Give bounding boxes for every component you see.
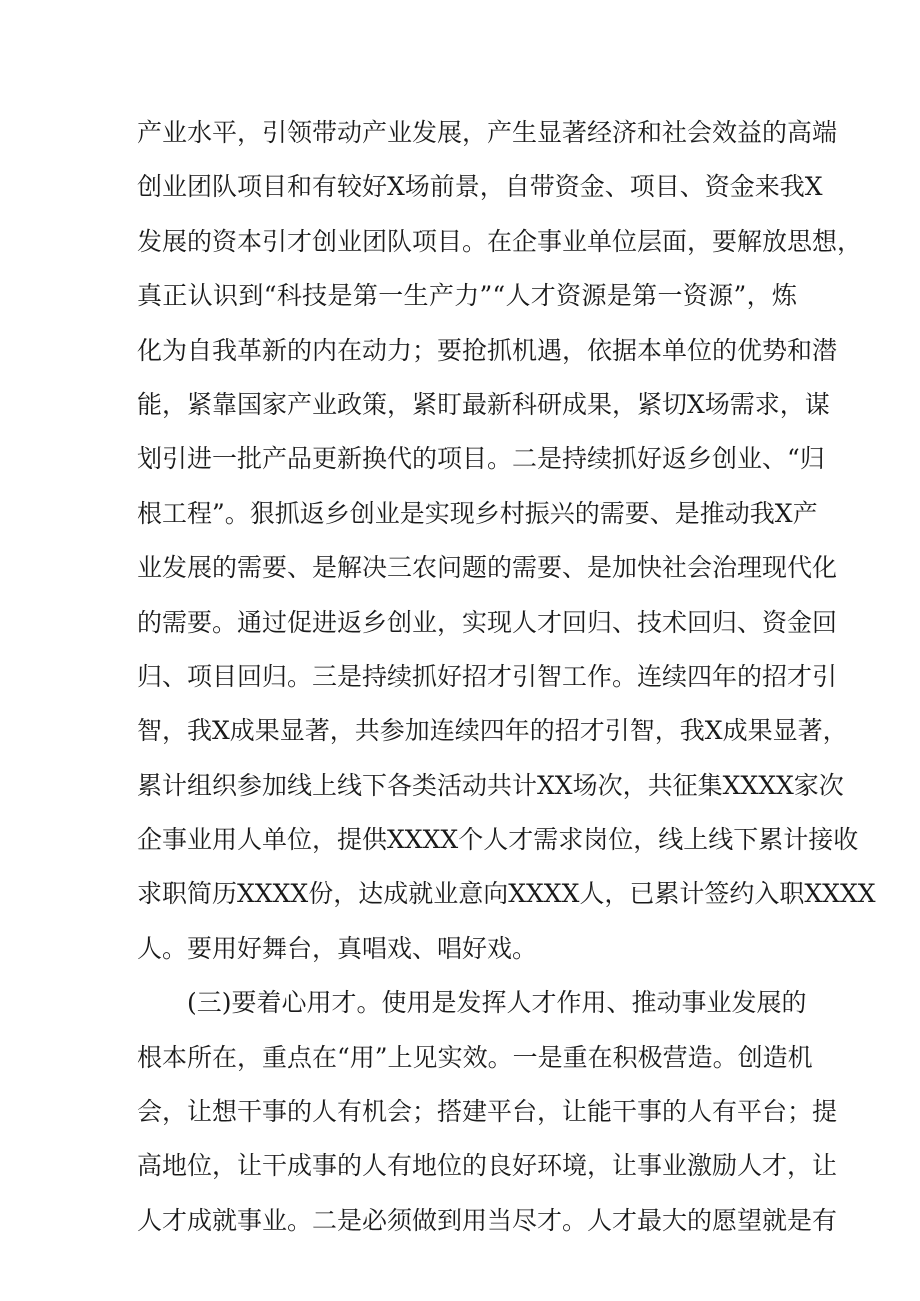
text-line: (三)要着心用才。使用是发挥人才作用、推动事业发展的 — [187, 988, 807, 1018]
text-line: 划引进一批产品更新换代的项目。二是持续抓好返乡创业、“归 — [137, 444, 825, 474]
text-line: 发展的资本引才创业团队项目。在企事业单位层面，要解放思想， — [137, 226, 863, 256]
text-line: 能，紧靠国家产业政策，紧盯最新科研成果，紧切X场需求，谋 — [137, 389, 830, 419]
text-line: 企事业用人单位，提供XXXX个人才需求岗位，线上线下累计接收 — [137, 825, 859, 855]
text-line: 的需要。通过促进返乡创业，实现人才回归、技术回归、资金回 — [137, 607, 838, 637]
text-line: 智，我X成果显著，共参加连续四年的招才引智，我X成果显著， — [137, 716, 848, 746]
text-line: 人。要用好舞台，真唱戏、唱好戏。 — [137, 933, 538, 963]
paragraph-1 — [137, 106, 876, 976]
text-line: 会，让想干事的人有机会；搭建平台，让能干事的人有平台；提 — [137, 1097, 838, 1127]
text-line: 高地位，让干成事的人有地位的良好环境，让事业激励人才，让 — [137, 1151, 838, 1181]
body-text — [137, 106, 876, 1248]
text-line: 人才成就事业。二是必须做到用当尽才。人才最大的愿望就是有 — [137, 1205, 838, 1235]
text-line: 创业团队项目和有较好X场前景，自带资金、项目、资金来我X — [137, 172, 823, 202]
text-line: 累计组织参加线上线下各类活动共计XX场次，共征集XXXX家次 — [137, 770, 844, 800]
text-line: 归、项目回归。三是持续抓好招才引智工作。连续四年的招才引 — [137, 661, 838, 691]
text-line: 真正认识到“科技是第一生产力”“人才资源是第一资源”，炼 — [137, 281, 797, 311]
text-line: 根本所在，重点在“用”上见实效。一是重在积极营造。创造机 — [137, 1042, 813, 1072]
text-line: 业发展的需要、是解决三农问题的需要、是加快社会治理现代化 — [137, 553, 838, 583]
text-line: 产业水平，引领带动产业发展，产生显著经济和社会效益的高端 — [137, 118, 838, 147]
text-line: 求职简历XXXX份，达成就业意向XXXX人，已累计签约入职XXXX — [137, 879, 876, 909]
text-line: 化为自我革新的内在动力；要抢抓机遇，依据本单位的优势和潜 — [137, 335, 838, 365]
text-line: 根工程”。狠抓返乡创业是实现乡村振兴的需要、是推动我X产 — [137, 498, 818, 528]
paragraph-2 — [137, 976, 838, 1248]
